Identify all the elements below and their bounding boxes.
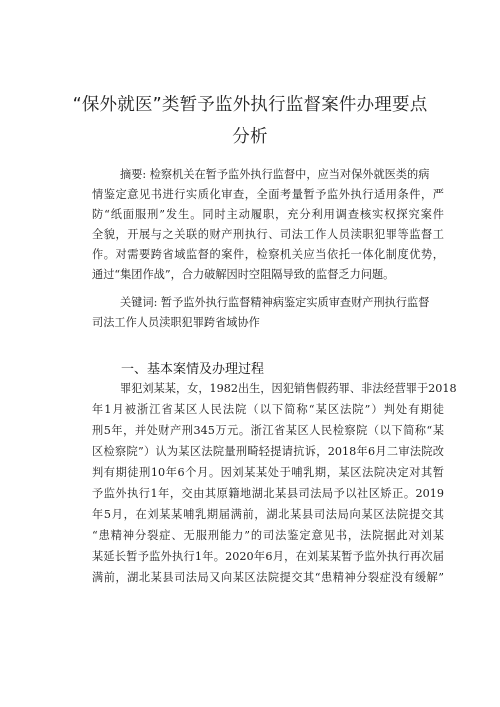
case-text-line: “患精神分裂症、无服刑能力”的司法鉴定意见书，法院据此对刘某 bbox=[92, 529, 444, 542]
keywords-line: 关键词: 暂予监外执行监督精神病鉴定实质审查财产刑执行监督 bbox=[120, 296, 430, 309]
abstract-line: 防“纸面服刑”发生。同时主动履职，充分利用调查核实权探究案件 bbox=[92, 208, 444, 221]
case-text-line: 某延长暂予监外执行1年。2020年6月，在刘某某暂予监外执行再次届 bbox=[92, 550, 444, 563]
abstract-line: 情鉴定意见书进行实质化审查，全面考量暂予监外执行适用条件，严 bbox=[92, 188, 444, 201]
abstract-line: 通过“集团作战”，合力破解因时空阻隔导致的监督乏力问题。 bbox=[92, 268, 395, 281]
abstract-line: 全貌，开展与之关联的财产刑执行、司法工作人员渎职犯罪等监督工 bbox=[92, 228, 444, 241]
section-heading: 一、基本案情及办理过程 bbox=[121, 362, 265, 377]
case-text-line: 年1月被浙江省某区人民法院（以下简称“某区法院”）判处有期徒 bbox=[92, 403, 444, 416]
case-text-line: 区检察院”）认为某区法院量刑畸轻提请抗诉，2018年6月二审法院改 bbox=[92, 445, 444, 458]
case-text-line: 予监外执行1年，交由其原籍地湖北某县司法局予以社区矫正。2019 bbox=[92, 487, 444, 500]
case-text-line: 罪犯刘某某，女，1982出生，因犯销售假药罪、非法经营罪于2018 bbox=[120, 382, 457, 395]
abstract-line: 作。对需要跨省域监督的案件，检察机关应当依托一体化制度优势， bbox=[92, 248, 444, 261]
document-title-line-2: 分析 bbox=[232, 127, 268, 147]
keywords-line: 司法工作人员渎职犯罪跨省域协作 bbox=[92, 316, 260, 329]
document-title-line-1: “保外就医”类暂予监外执行监督案件办理要点 bbox=[72, 95, 428, 115]
case-text-line: 年5月，在刘某某哺乳期届满前，湖北某县司法局向某区法院提交其 bbox=[92, 508, 444, 521]
abstract-line: 摘要: 检察机关在暂予监外执行监督中，应当对保外就医类的病 bbox=[120, 168, 430, 181]
case-text-line: 满前，湖北某县司法局又向某区法院提交其“患精神分裂症没有缓解” bbox=[92, 571, 444, 584]
case-text-line: 判有期徒刑10年6个月。因刘某某处于哺乳期，某区法院决定对其暂 bbox=[92, 466, 444, 479]
case-text-line: 刑5年，并处财产刑345万元。浙江省某区人民检察院（以下简称“某 bbox=[92, 424, 444, 437]
